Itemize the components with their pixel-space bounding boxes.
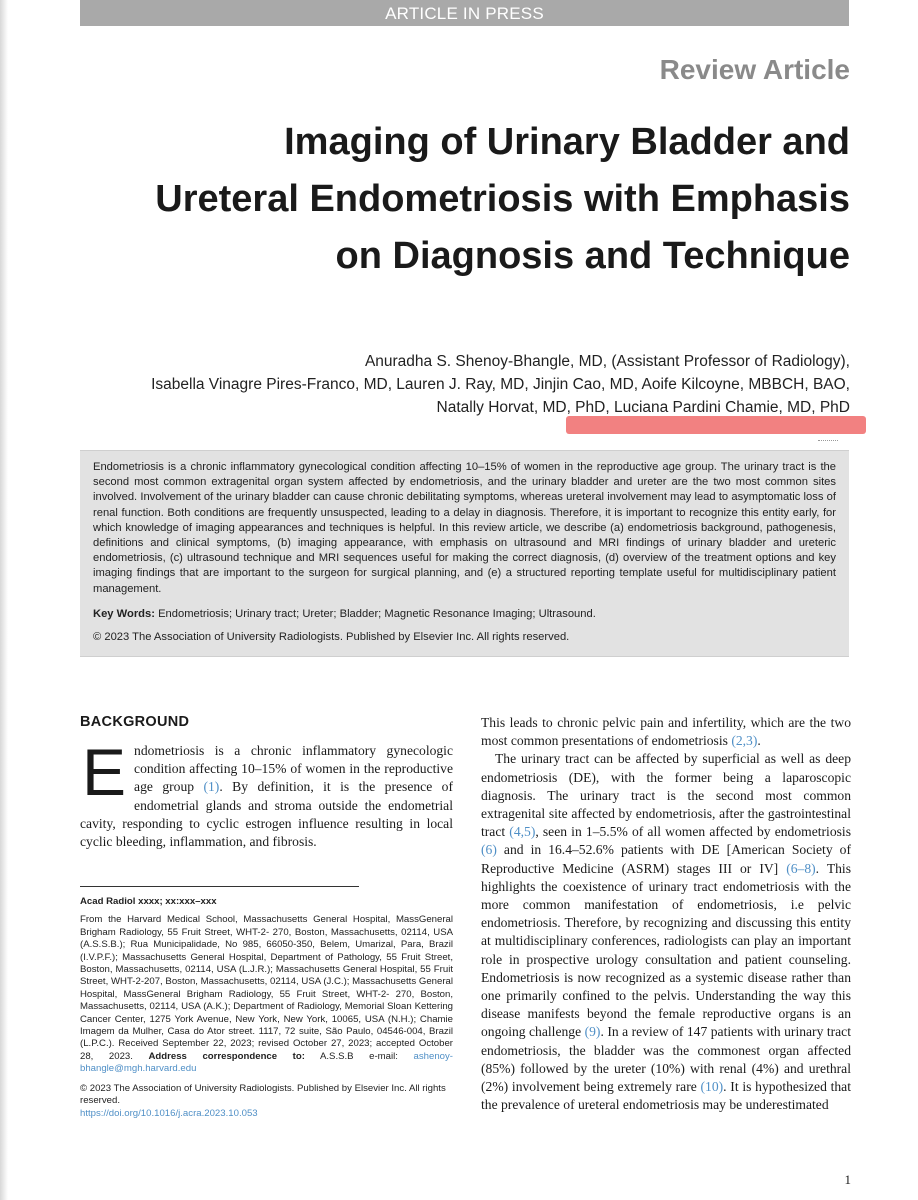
page-number: 1 bbox=[844, 1172, 851, 1187]
text-run: This leads to chronic pelvic pain and infertility, which are the two most common presentations of endometriosis bbox=[481, 715, 851, 749]
author-line-1: Anuradha S. Shenoy-Bhangle, MD, (Assistant Professor of Radiology), bbox=[364, 353, 850, 370]
page-edge-shadow bbox=[0, 0, 8, 1200]
author-list bbox=[50, 350, 850, 419]
left-column bbox=[80, 714, 453, 851]
author-line-3: Natally Horvat, MD, PhD, Luciana Pardini Chamie, MD, PhD bbox=[436, 399, 850, 416]
keywords-list: Endometriosis; Urinary tract; Ureter; Bladder; Magnetic Resonance Imaging; Ultrasound. bbox=[158, 607, 596, 620]
journal-citation: Acad Radiol xxxx; xx:xxx–xxx bbox=[80, 896, 217, 907]
footnote-divider bbox=[80, 886, 359, 887]
correspondence-label: Address correspondence to: bbox=[148, 1050, 305, 1062]
text-run: and in 16.4–52.6% patients with DE [American Society of Reproductive Medicine (ASRM) stages III or IV] bbox=[481, 842, 851, 876]
dotted-mark bbox=[818, 440, 838, 442]
doi-link[interactable]: https://doi.org/10.1016/j.acra.2023.10.053 bbox=[80, 1107, 258, 1119]
drop-cap: E bbox=[82, 735, 127, 809]
paragraph-1 bbox=[481, 714, 851, 750]
abstract-copyright: © 2023 The Association of University Radiologists. Published by Elsevier Inc. All rights reserved. bbox=[93, 631, 570, 644]
background-paragraph bbox=[80, 735, 453, 851]
text-run: , seen in 1–5.5% of all women affected by endometriosis bbox=[535, 824, 851, 840]
email-link[interactable]: ashenoy-bhangle@mgh.harvard.edu bbox=[80, 1050, 453, 1075]
affiliations bbox=[80, 914, 453, 1075]
article-in-press-banner: ARTICLE IN PRESS bbox=[80, 0, 849, 26]
text-run: . This highlights the coexistence of urinary tract endometriosis with the more common manifestation of endometriosis, i.e pelvic endometriosis. Therefore, by recognizing and discussing this entity at multidisciplinary conferences, radiologists can play an important role in prospective urology consultation and patient counseling. Endometriosis is now recognized as a systemic disease rather than one primarily confined to the pelvis. Understanding the way this disease manifests beyond the female reproductive organs is an ongoing challenge bbox=[481, 860, 852, 1040]
author-line-2: Isabella Vinagre Pires-Franco, MD, Lauren J. Ray, MD, Jinjin Cao, MD, Aoife Kilcoyne, MBBCH, BAO, bbox=[151, 376, 850, 393]
correspondence-text: A.S.S.B e-mail: bbox=[304, 1050, 414, 1062]
right-column bbox=[481, 714, 851, 1114]
abstract-text: Endometriosis is a chronic inflammatory gynecological condition affecting 10–15% of women in the reproductive age group. The urinary tract is the second most common extragenital organ system affected by endometriosis, and the urinary bladder and ureter are the two most common sites involved. Involvement of the urinary bladder can cause chronic debilitating symptoms, whereas ureteral involvement may lead to asymptomatic loss of renal function. Both conditions are frequently unsuspected, leading to a delay in diagnosis. Therefore, it is important to recognize this entity early, for which knowledge of imaging appearances and techniques is helpful. In this review article, we describe (a) endometriosis background, pathogenesis, definitions and clinical symptoms, (b) imaging appearance, with emphasis on ultrasound and MRI findings of urinary bladder and ureteric endometriosis, (c) ultrasound technique and MRI sequences useful for making the correct diagnosis, (d) overview of the treatment options and key imaging findings that are important to the surgeon for surgical planning, and (e) a structured reporting template useful for multidisciplinary patient management. bbox=[93, 461, 836, 595]
text-run: . In a review of 147 patients with urinary tract endometriosis, the bladder was the commonest organ affected (85%) followed by the ureter (10%) with renal (4%) and urethral (2%) involvement being extremely rare bbox=[481, 1024, 851, 1095]
article-title: Imaging of Urinary Bladder and Ureteral Endometriosis with Emphasis on Diagnosis and Technique bbox=[155, 121, 850, 277]
footnote-copyright: © 2023 The Association of University Radiologists. Published by Elsevier Inc. All rights reserved. bbox=[80, 1082, 446, 1107]
paragraph-2 bbox=[481, 750, 851, 1114]
text-run: . It is hypothesized that the prevalence of ureteral endometriosis may be underestimated bbox=[481, 1079, 851, 1113]
article-type-label: Review Article bbox=[659, 54, 850, 85]
citation-link[interactable]: (6–8) bbox=[786, 860, 816, 876]
keywords bbox=[93, 607, 836, 622]
citation-link[interactable]: (4,5) bbox=[509, 824, 536, 840]
citation-link[interactable]: (10) bbox=[700, 1079, 724, 1095]
text-run: . bbox=[757, 733, 761, 749]
abstract-box bbox=[80, 450, 849, 657]
citation-link[interactable]: (9) bbox=[584, 1024, 601, 1040]
affiliations-text: From the Harvard Medical School, Massachusetts General Hospital, MassGeneral Brigham Radiology, 55 Fruit Street, WHT-2- 270, Boston, Massachusetts, 02114, USA (A.S.S.B.); Rua Municipalidade, No 985, 66050-350, Belem, Umarizal, Para, Brazil (I.V.P.F.); Massachusetts General Hospital, Department of Pathology, 55 Fruit Street, Boston, Massachusetts, 02114, USA (L.J.R.); Massachusetts General Hospital, 55 Fruit Street, WHT-2-207, Boston, Massachusetts, 02114, USA (J.C.); Massachusetts General Hospital, MassGeneral Brigham Radiology, 55 Fruit Street, WHT-2- 270, Boston, Massachusetts, 02114, USA (A.K.); Department of Radiology, Memorial Sloan Kettering Cancer Center, 1275 York Avenue, New York, New York, 10065, USA (N.H.); Chamie Imagem da Mulher, Casa do Ator street. 1117, 72 suite, São Paulo, 04546-004, Brazil (L.P.C.). Received September 22, 2023; revised October 27, 2023; accepted October 28, 2023. bbox=[80, 914, 453, 1062]
text-run: ndometriosis is a chronic inflammatory gynecologic condition affecting 10–15% of women in the reproductive age group bbox=[134, 743, 453, 795]
citation-link[interactable]: (2,3) bbox=[731, 733, 758, 749]
text-run: . By definition, it is the presence of endometrial glands and stroma outside the endometrial cavity, responding to cyclic estrogen influence resulting in local cyclic bleeding, inflammation, and fibrosis. bbox=[80, 779, 453, 850]
keywords-label: Key Words: bbox=[93, 607, 155, 620]
footnote-block bbox=[80, 896, 453, 1120]
citation-link[interactable]: (1) bbox=[203, 779, 220, 795]
citation-link[interactable]: (6) bbox=[481, 842, 497, 858]
text-run: The urinary tract can be affected by superficial as well as deep endometriosis (DE), with the former being a laparoscopic diagnosis. The urinary tract is the second most common extragenital site affected by endometriosis, after the gastrointestinal tract bbox=[481, 751, 851, 840]
section-heading-background: BACKGROUND bbox=[80, 714, 190, 730]
